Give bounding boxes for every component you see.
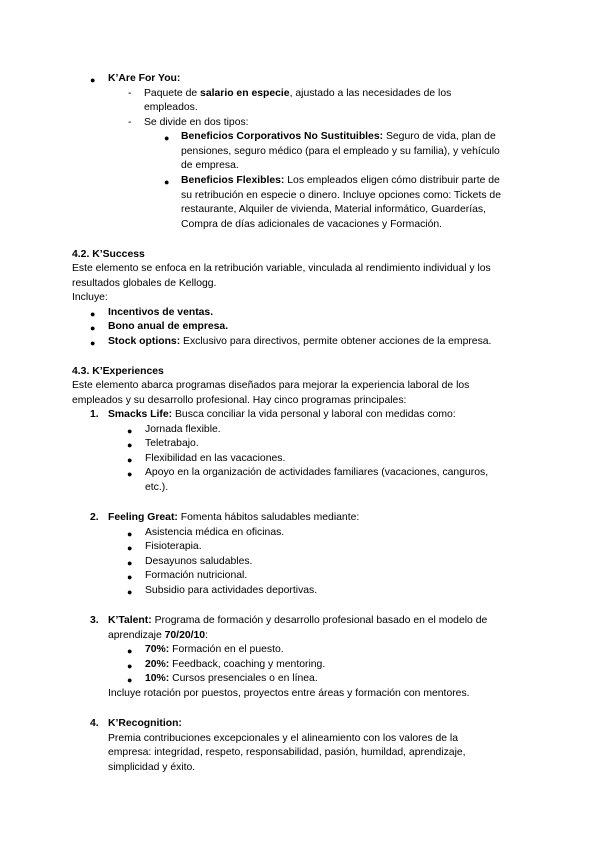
prog3-line2: aprendizaje 70/20/10: — [108, 630, 208, 641]
prog1-item-cont: etc.). — [145, 482, 169, 493]
prog1-num: 1. — [90, 409, 99, 420]
bullet: ● — [127, 675, 133, 685]
bullet: ● — [90, 338, 96, 348]
bullet: ● — [127, 455, 133, 465]
bullet: ● — [127, 529, 133, 539]
bullet: ● — [164, 133, 170, 143]
bullet: ● — [90, 323, 96, 333]
dash: - — [128, 88, 132, 99]
prog2-item: Subsidio para actividades deportivas. — [145, 585, 318, 596]
prog1-item: Apoyo en la organización de actividades familiares (vacaciones, canguros, — [145, 467, 489, 478]
bullet: ● — [127, 440, 133, 450]
bullet: ● — [127, 572, 133, 582]
bullet: ● — [164, 177, 170, 187]
bullet: ● — [127, 543, 133, 553]
prog2-num: 2. — [90, 512, 99, 523]
success-b2: Bono anual de empresa. — [108, 321, 229, 332]
prog3-num: 3. — [90, 615, 99, 626]
success-p1: Este elemento se enfoca en la retribución variable, vinculada al rendimiento individual y los — [72, 263, 491, 274]
prog2-item: Formación nutricional. — [145, 570, 248, 581]
bullet: ● — [127, 646, 133, 656]
prog2-item: Fisioterapia. — [145, 541, 202, 552]
bullet: ● — [127, 426, 133, 436]
prog3-after: Incluye rotación por puestos, proyectos entre áreas y formación con mentores. — [108, 688, 470, 699]
experiences-p2: empleados y su desarrollo profesional. Hay cinco programas principales: — [72, 395, 407, 406]
bullet: ● — [127, 469, 133, 479]
success-b1: Incentivos de ventas. — [108, 307, 214, 318]
prog4-title: K’Recognition: — [108, 718, 182, 729]
prog4-l2: empresa: integridad, respeto, responsabilidad, pasión, humildad, aprendizaje, — [108, 747, 466, 758]
prog1-item: Jornada flexible. — [145, 424, 221, 435]
bullet: ● — [127, 558, 133, 568]
kare-sub1-l2: pensiones, seguro médico (para el empleado y su familia), y vehículo — [181, 146, 500, 157]
kare-title: K’Are For You: — [108, 73, 181, 84]
experiences-heading: 4.3. K’Experiences — [72, 366, 164, 377]
prog3-item: 10%: Cursos presenciales o en línea. — [145, 673, 318, 684]
prog3-item: 70%: Formación en el puesto. — [145, 644, 284, 655]
prog4-num: 4. — [90, 718, 99, 729]
prog4-l3: simplicidad y éxito. — [108, 762, 196, 773]
prog1-title: Smacks Life: Busca conciliar la vida personal y laboral con medidas como: — [108, 409, 456, 420]
kare-item1-cont: empleados. — [144, 102, 198, 113]
experiences-p1: Este elemento abarca programas diseñados para mejorar la experiencia laboral de los — [72, 380, 470, 391]
kare-sub1: Beneficios Corporativos No Sustituibles: Seguro de vida, plan de — [181, 131, 496, 142]
prog2-title: Feeling Great: Fomenta hábitos saludables mediante: — [108, 512, 360, 523]
success-incluye: Incluye: — [72, 292, 108, 303]
bullet: ● — [90, 309, 96, 319]
kare-item2: Se divide en dos tipos: — [144, 117, 249, 128]
dash: - — [128, 117, 132, 128]
bullet: ● — [90, 75, 96, 85]
bullet: ● — [127, 661, 133, 671]
kare-item1: Paquete de salario en especie, ajustado a las necesidades de los — [144, 88, 452, 99]
prog1-item: Teletrabajo. — [145, 438, 199, 449]
prog3-title: K’Talent: Programa de formación y desarrollo profesional basado en el modelo de — [108, 615, 488, 626]
kare-sub2-l3: restaurante, Alquiler de vivienda, Material informático, Guarderías, — [181, 204, 486, 215]
prog2-item: Asistencia médica en oficinas. — [145, 527, 285, 538]
bullet: ● — [127, 587, 133, 597]
prog4-l1: Premia contribuciones excepcionales y el alineamiento con los valores de la — [108, 733, 459, 744]
kare-sub2: Beneficios Flexibles: Los empleados eligen cómo distribuir parte de — [181, 175, 500, 186]
prog3-item: 20%: Feedback, coaching y mentoring. — [145, 659, 326, 670]
prog2-item: Desayunos saludables. — [145, 556, 253, 567]
success-heading: 4.2. K’Success — [72, 249, 145, 260]
success-b3: Stock options: Exclusivo para directivos, permite obtener acciones de la empresa. — [108, 336, 492, 347]
kare-sub2-l2: su retribución en especie o dinero. Incluye opciones como: Tickets de — [181, 190, 501, 201]
success-p2: resultados globales de Kellogg. — [72, 278, 217, 289]
prog1-item: Flexibilidad en las vacaciones. — [145, 453, 286, 464]
kare-sub2-l4: Compra de días adicionales de vacaciones y Formación. — [181, 219, 443, 230]
kare-sub1-l3: de empresa. — [181, 160, 239, 171]
